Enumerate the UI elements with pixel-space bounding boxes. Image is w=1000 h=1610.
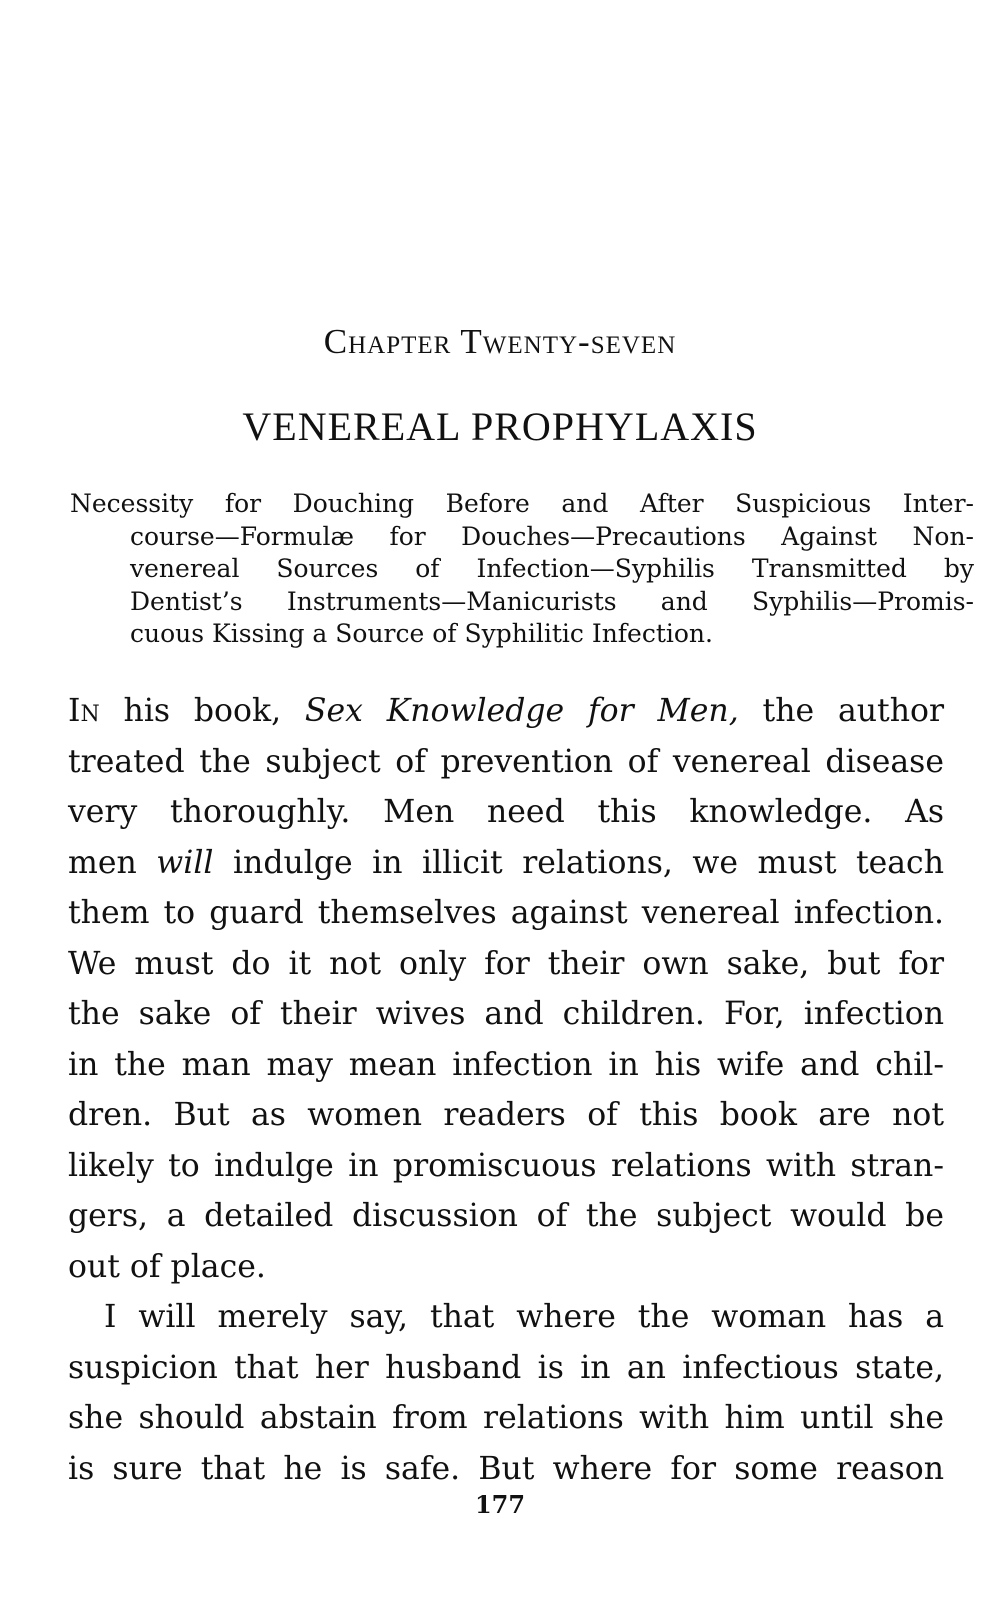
lead-in-word: In [68,693,100,729]
text-line: them to guard themselves against venereal infection. [68,895,944,931]
synopsis-line: venereal Sources of Infection—Syphilis Transmitted by [130,554,974,583]
synopsis-line: course—Formulæ for Douches—Precautions Against Non- [130,521,974,551]
body-text [68,686,944,1494]
text-line: very thoroughly. Men need this knowledge. As [68,794,944,830]
text-line: gers, a detailed discussion of the subject would be [68,1198,944,1234]
text-line: is sure that he is safe. But where for some reason [68,1450,944,1487]
text-run: indulge in illicit relations, we must teach [213,844,944,881]
page-number: 177 [474,1490,526,1519]
chapter-label: Chapter Twenty-seven [323,322,677,361]
text-line: treated the subject of prevention of venereal disease [68,743,944,780]
paragraph-1 [68,686,944,1292]
text-line: We must do it not only for their own sake, but for [68,945,944,982]
paragraph-2 [68,1292,944,1494]
text-line: I will merely say, that where the woman has a [104,1299,944,1335]
text-line: suspicion that her husband is in an infectious state, [68,1349,944,1386]
text-line: out of place. [68,1248,266,1285]
text-line: she should abstain from relations with him until she [68,1400,944,1436]
book-title: Sex Knowledge for Men, [304,693,739,729]
text-line: in the man may mean infection in his wife and chil- [68,1046,944,1083]
chapter-title: VENEREAL PROPHYLAXIS [242,404,758,449]
text-run: his book, [99,693,305,729]
text-line: likely to indulge in promiscuous relations with stran- [68,1147,944,1184]
text-line [68,838,944,889]
text-run: the author [738,693,945,729]
text-line: the sake of their wives and children. For, infection [68,996,944,1032]
text-run: men [68,844,157,881]
emphasis: will [156,844,214,881]
chapter-synopsis [70,488,974,651]
synopsis-line: cuous Kissing a Source of Syphilitic Infection. [130,619,713,648]
synopsis-line: Dentist’s Instruments—Manicurists and Syphilis—Promis- [130,586,974,616]
text-line [68,686,944,737]
synopsis-line: Necessity for Douching Before and After Suspicious Inter- [70,489,974,518]
text-line: dren. But as women readers of this book are not [68,1097,944,1133]
